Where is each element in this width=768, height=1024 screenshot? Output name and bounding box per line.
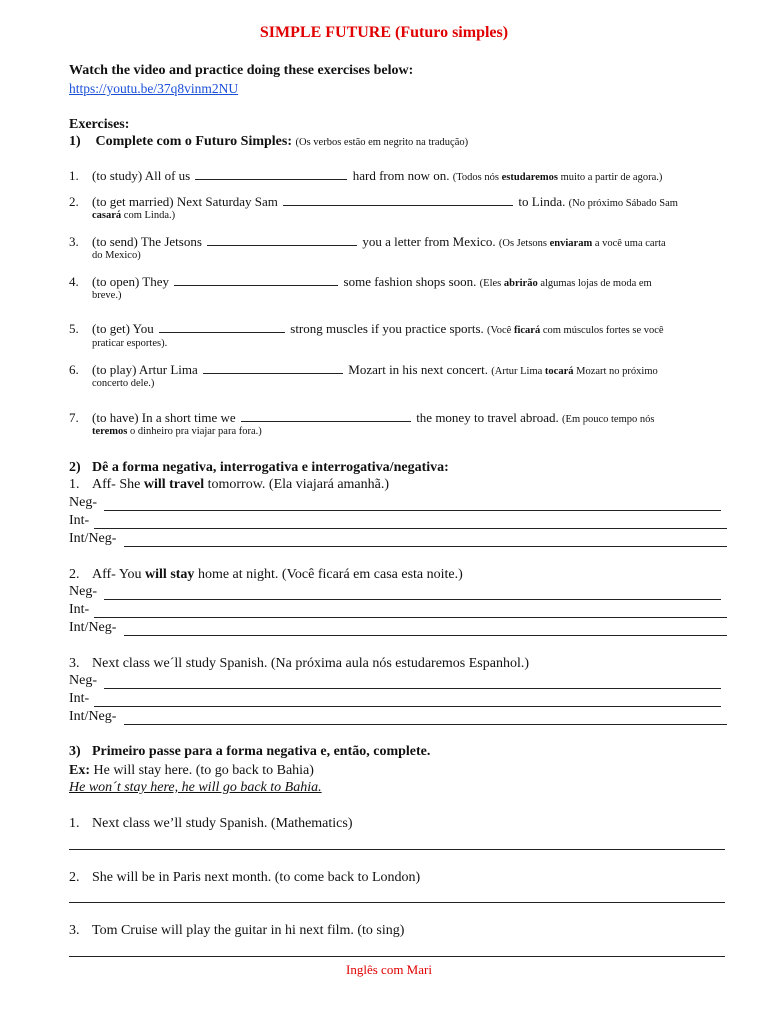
s1-item-4-cont: breve.) [92,290,122,301]
section1-title: Complete com o Futuro Simples: [95,134,292,149]
s1-item-3: 3. (to send) The Jetsons you a letter from Mexico. (Os Jetsons enviaram a você uma carta [69,234,666,249]
intro-text: Watch the video and practice doing these exercises below: [69,63,414,78]
answer-blank[interactable] [241,409,411,422]
video-link[interactable]: https://youtu.be/37q8vinm2NU [69,81,239,96]
answer-line[interactable] [104,688,721,689]
answer-blank[interactable] [159,320,285,333]
section2-heading: 2) Dê a forma negativa, interrogativa e interrogativa/negativa: [69,460,449,475]
section1-heading [69,134,468,150]
footer-text: Inglês com Mari [346,962,432,977]
answer-line[interactable] [124,724,727,725]
s1-item-5: 5. (to get) You strong muscles if you practice sports. (Você ficará com músculos fortes se você [69,321,664,336]
int-label: Int- [69,691,90,706]
answer-line[interactable] [69,849,725,850]
s3-item-2: 2. She will be in Paris next month. (to come back to London) [69,870,421,885]
s2-item-2: 2. Aff- You will stay home at night. (Você ficará em casa esta noite.) [69,567,463,582]
answer-blank[interactable] [203,361,343,374]
answer-line[interactable] [69,956,725,957]
answer-line[interactable] [94,528,727,529]
answer-blank[interactable] [207,233,357,246]
section1-number: 1) [69,134,81,149]
example-line: Ex: He will stay here. (to go back to Bahia) [69,763,314,778]
answer-line[interactable] [69,902,725,903]
int-label: Int- [69,513,90,528]
s3-item-3: 3. Tom Cruise will play the guitar in hi next film. (to sing) [69,923,405,938]
neg-label: Neg- [69,673,97,688]
answer-line[interactable] [124,546,727,547]
answer-line[interactable] [124,635,727,636]
s2-item-3: 3. Next class we´ll study Spanish. (Na próxima aula nós estudaremos Espanhol.) [69,656,530,671]
answer-line[interactable] [104,510,721,511]
answer-line[interactable] [94,617,727,618]
exercises-label: Exercises: [69,117,130,132]
int-label: Int- [69,602,90,617]
section3-heading: 3) Primeiro passe para a forma negativa e, então, complete. [69,744,431,759]
s1-item-7-cont: teremos o dinheiro pra viajar para fora.) [92,426,262,437]
s1-item-6-cont: concerto dele.) [92,378,155,389]
s3-item-1: 1. Next class we’ll study Spanish. (Mathematics) [69,816,353,831]
neg-label: Neg- [69,495,97,510]
s1-item-6: 6. (to play) Artur Lima Mozart in his next concert. (Artur Lima tocará Mozart no próximo [69,362,658,377]
s1-item-7: 7. (to have) In a short time we the money to travel abroad. (Em pouco tempo nós [69,410,655,425]
intneg-label: Int/Neg- [69,709,117,724]
answer-blank[interactable] [283,193,513,206]
answer-blank[interactable] [195,167,347,180]
page-title: SIMPLE FUTURE (Futuro simples) [259,24,509,41]
s2-item-1: 1. Aff- She will travel tomorrow. (Ela viajará amanhã.) [69,477,390,492]
answer-line[interactable] [94,706,721,707]
s1-item-4: 4. (to open) They some fashion shops soon. (Eles abrirão algumas lojas de moda em [69,274,652,289]
s1-item-5-cont: praticar esportes). [92,338,168,349]
s1-item-1: 1. (to study) All of us hard from now on. (Todos nós estudaremos muito a partir de agora.) [69,168,663,183]
example-answer: He won´t stay here, he will go back to Bahia. [69,780,322,795]
s1-item-3-cont: do Mexico) [92,250,141,261]
answer-blank[interactable] [174,273,338,286]
s1-item-2-cont: casará com Linda.) [92,210,176,221]
s1-item-2: 2. (to get married) Next Saturday Sam to Linda. (No próximo Sábado Sam [69,194,678,209]
answer-line[interactable] [104,599,721,600]
section1-note: (Os verbos estão em negrito na tradução) [295,137,469,148]
intneg-label: Int/Neg- [69,531,117,546]
neg-label: Neg- [69,584,97,599]
intneg-label: Int/Neg- [69,620,117,635]
